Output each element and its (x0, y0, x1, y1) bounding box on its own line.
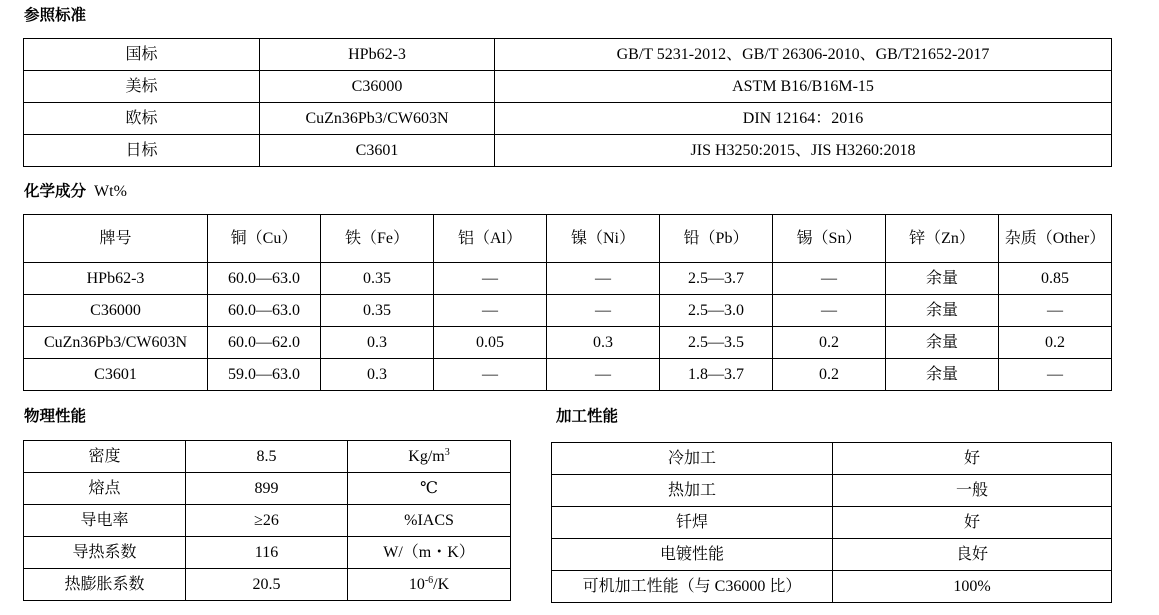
processing-property-cell: 钎焊 (552, 507, 833, 539)
grade-cell: CuZn36Pb3/CW603N (24, 327, 208, 359)
unit-superscript: 3 (444, 447, 450, 458)
composition-value-cell: 0.85 (999, 263, 1112, 295)
composition-value-cell: — (547, 263, 660, 295)
composition-heading (24, 182, 127, 201)
table-row (552, 539, 1112, 571)
processing-table (551, 442, 1112, 603)
processing-rating-cell: 良好 (833, 539, 1112, 571)
column-header: 铜（Cu） (208, 215, 321, 263)
processing-property-cell: 热加工 (552, 475, 833, 507)
composition-value-cell: 余量 (886, 327, 999, 359)
physical-unit-cell (348, 441, 511, 473)
table-row (552, 571, 1112, 603)
physical-unit-cell (348, 537, 511, 569)
unit-text: W/（m・K） (383, 544, 475, 561)
unit-tail: /K (433, 576, 450, 593)
composition-value-cell: 0.3 (321, 327, 434, 359)
composition-value-cell: — (999, 359, 1112, 391)
physical-value-cell: 116 (186, 537, 348, 569)
processing-rating-cell: 好 (833, 507, 1112, 539)
standard-grade-cell: CuZn36Pb3/CW603N (260, 103, 495, 135)
table-row (24, 103, 1112, 135)
grade-cell: C3601 (24, 359, 208, 391)
physical-value-cell: 899 (186, 473, 348, 505)
standard-spec-cell: ASTM B16/B16M-15 (495, 71, 1112, 103)
table-row (24, 71, 1112, 103)
column-header: 铝（Al） (434, 215, 547, 263)
processing-property-cell: 可机加工性能（与 C36000 比） (552, 571, 833, 603)
composition-value-cell: 0.35 (321, 295, 434, 327)
standard-region-cell: 欧标 (24, 103, 260, 135)
column-header: 锡（Sn） (773, 215, 886, 263)
table-row (24, 505, 511, 537)
physical-heading: 物理性能 (24, 407, 87, 425)
table-row (552, 475, 1112, 507)
table-row (24, 263, 1112, 295)
physical-property-cell: 导热系数 (24, 537, 186, 569)
table-row (24, 569, 511, 601)
standards-table (23, 38, 1112, 167)
composition-value-cell: — (547, 295, 660, 327)
standard-grade-cell: HPb62-3 (260, 39, 495, 71)
standards-heading: 参照标准 (24, 6, 87, 24)
table-row (24, 441, 511, 473)
composition-value-cell: 2.5—3.0 (660, 295, 773, 327)
physical-value-cell: ≥26 (186, 505, 348, 537)
physical-property-cell: 熔点 (24, 473, 186, 505)
processing-rating-cell: 一般 (833, 475, 1112, 507)
physical-unit-cell (348, 569, 511, 601)
physical-unit-cell (348, 473, 511, 505)
composition-table (23, 214, 1112, 391)
standard-region-cell: 美标 (24, 71, 260, 103)
composition-heading-title: 化学成分 (24, 182, 87, 200)
composition-value-cell: 60.0—62.0 (208, 327, 321, 359)
composition-value-cell: — (773, 295, 886, 327)
standard-grade-cell: C36000 (260, 71, 495, 103)
composition-value-cell: — (434, 263, 547, 295)
composition-value-cell: 余量 (886, 295, 999, 327)
composition-value-cell: 60.0—63.0 (208, 295, 321, 327)
standard-grade-cell: C3601 (260, 135, 495, 167)
physical-value-cell: 8.5 (186, 441, 348, 473)
composition-value-cell: 0.3 (547, 327, 660, 359)
table-row (552, 443, 1112, 475)
composition-value-cell: 0.2 (773, 359, 886, 391)
unit-text: 10 (408, 576, 425, 593)
processing-property-cell: 电镀性能 (552, 539, 833, 571)
composition-value-cell: — (434, 359, 547, 391)
composition-value-cell: 2.5—3.5 (660, 327, 773, 359)
column-header: 牌号 (24, 215, 208, 263)
composition-value-cell: 0.2 (773, 327, 886, 359)
table-header-row (24, 215, 1112, 263)
composition-value-cell: — (434, 295, 547, 327)
composition-value-cell: 60.0—63.0 (208, 263, 321, 295)
composition-value-cell: 0.2 (999, 327, 1112, 359)
physical-table (23, 440, 511, 601)
composition-value-cell: 余量 (886, 359, 999, 391)
composition-value-cell: 0.05 (434, 327, 547, 359)
standard-region-cell: 日标 (24, 135, 260, 167)
table-row (24, 39, 1112, 71)
table-row (552, 507, 1112, 539)
standard-region-cell: 国标 (24, 39, 260, 71)
column-header: 锌（Zn） (886, 215, 999, 263)
composition-value-cell: — (999, 295, 1112, 327)
table-row (24, 327, 1112, 359)
unit-text: ℃ (420, 480, 438, 497)
grade-cell: C36000 (24, 295, 208, 327)
processing-heading: 加工性能 (556, 407, 619, 425)
column-header: 杂质（Other） (999, 215, 1112, 263)
composition-value-cell: 1.8—3.7 (660, 359, 773, 391)
table-row (24, 359, 1112, 391)
physical-property-cell: 导电率 (24, 505, 186, 537)
table-row (24, 295, 1112, 327)
processing-rating-cell: 好 (833, 443, 1112, 475)
composition-value-cell: — (547, 359, 660, 391)
composition-value-cell: 0.3 (321, 359, 434, 391)
physical-value-cell: 20.5 (186, 569, 348, 601)
unit-superscript: -6 (424, 575, 434, 586)
physical-property-cell: 热膨胀系数 (24, 569, 186, 601)
table-row (24, 537, 511, 569)
unit-text: %IACS (404, 512, 454, 529)
processing-rating-cell: 100% (833, 571, 1112, 603)
grade-cell: HPb62-3 (24, 263, 208, 295)
composition-unit: Wt% (94, 183, 127, 200)
unit-text: Kg/m (408, 448, 445, 465)
composition-value-cell: 0.35 (321, 263, 434, 295)
physical-unit-cell (348, 505, 511, 537)
standard-spec-cell: GB/T 5231-2012、GB/T 26306-2010、GB/T21652-2017 (495, 39, 1112, 71)
standard-spec-cell: JIS H3250:2015、JIS H3260:2018 (495, 135, 1112, 167)
composition-value-cell: — (773, 263, 886, 295)
composition-value-cell: 2.5—3.7 (660, 263, 773, 295)
table-row (24, 135, 1112, 167)
composition-value-cell: 59.0—63.0 (208, 359, 321, 391)
column-header: 镍（Ni） (547, 215, 660, 263)
column-header: 铁（Fe） (321, 215, 434, 263)
standard-spec-cell: DIN 12164：2016 (495, 103, 1112, 135)
composition-value-cell: 余量 (886, 263, 999, 295)
processing-property-cell: 冷加工 (552, 443, 833, 475)
table-row (24, 473, 511, 505)
column-header: 铅（Pb） (660, 215, 773, 263)
physical-property-cell: 密度 (24, 441, 186, 473)
